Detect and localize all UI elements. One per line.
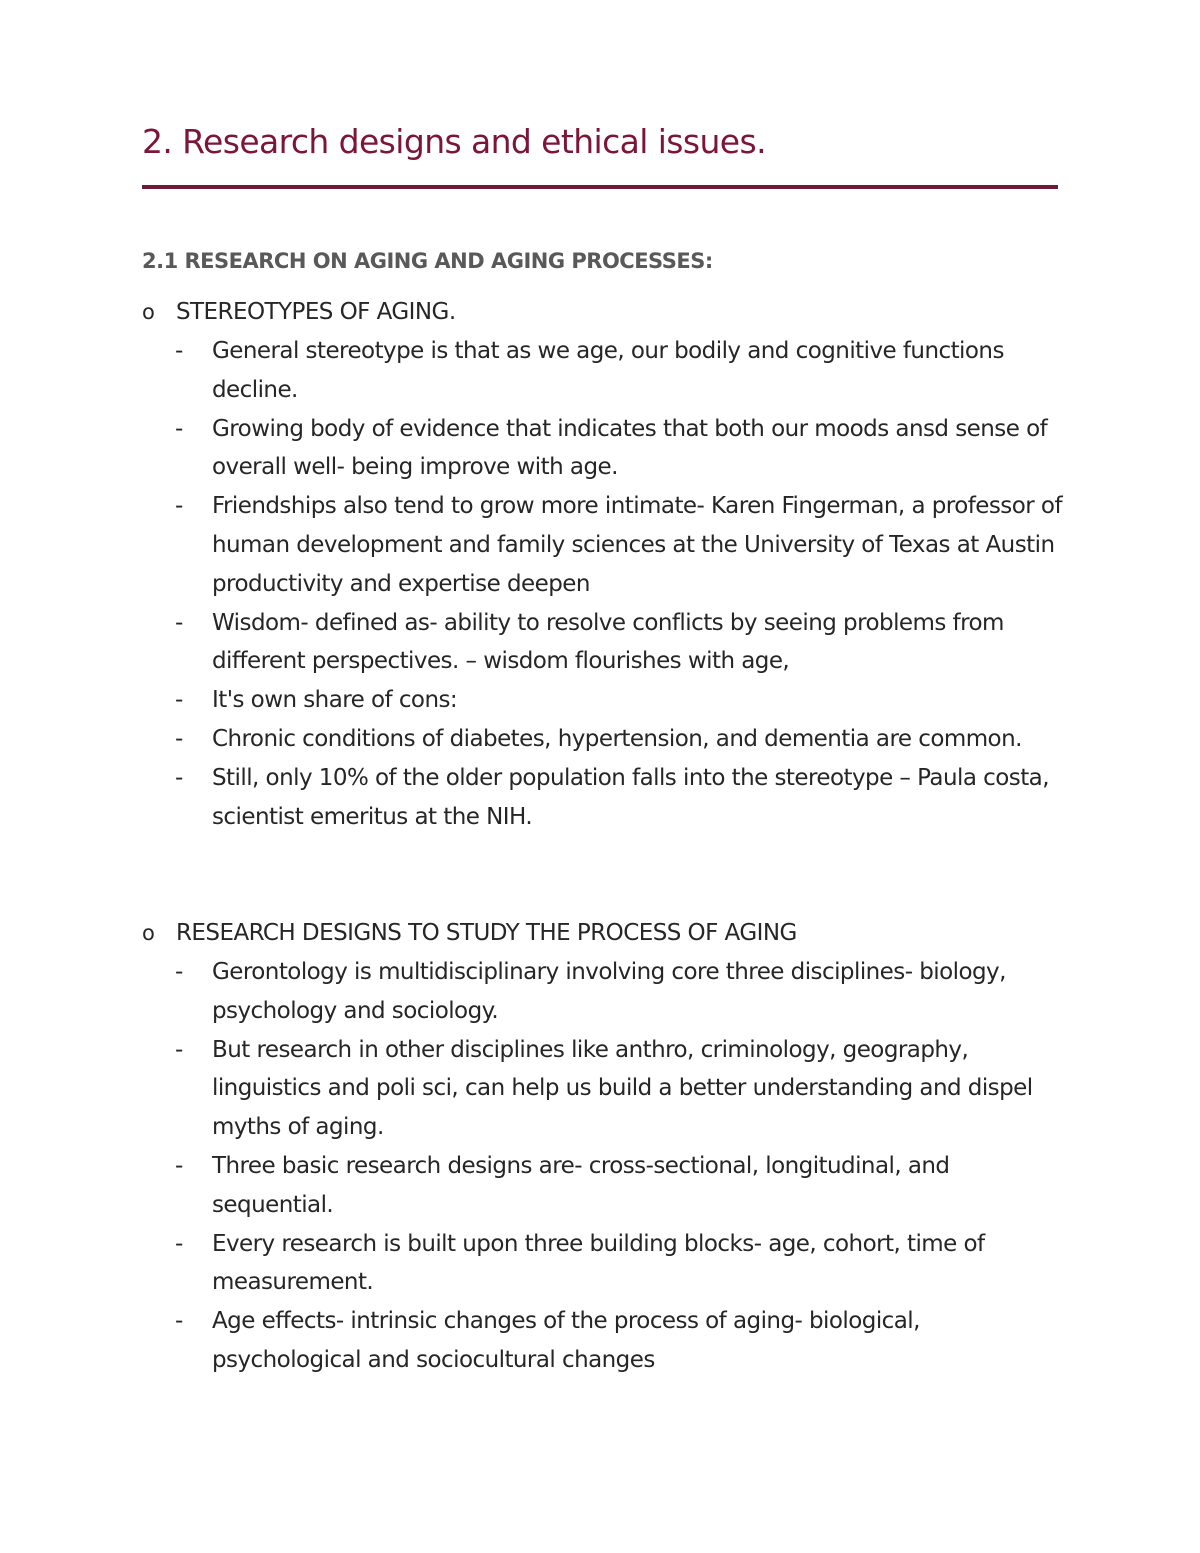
list-item-text: It's own share of cons: [212, 687, 458, 714]
dash-bullet-icon: - [175, 1308, 183, 1335]
list-item-text: Three basic research designs are- cross-sectional, longitudinal, and sequential. [212, 1152, 950, 1218]
topic-research-designs [142, 914, 1062, 1380]
list-item [142, 681, 1062, 720]
list-item-text: Gerontology is multidisciplinary involving core three disciplines- biology, psychology and sociology. [212, 959, 1006, 1024]
list-item [142, 720, 1062, 759]
title-divider [142, 185, 1058, 189]
topic-heading [142, 293, 1062, 332]
bullet-list [142, 953, 1062, 1380]
list-item [142, 604, 1062, 682]
topic-stereotypes [142, 293, 1062, 836]
list-item-text: Friendships also tend to grow more intimate- Karen Fingerman, a professor of human development and family sciences at the University of Texas at Austin productivity and expertise deepen [212, 493, 1063, 597]
list-item-text: But research in other disciplines like anthro, criminology, geography, linguistics and poli sci, can help us build a better understanding and dispel myths of aging. [212, 1036, 1033, 1141]
dash-bullet-icon: - [175, 764, 183, 791]
list-item-text: Growing body of evidence that indicates that both our moods ansd sense of overall well- being improve with age. [212, 415, 1048, 481]
list-item-text: Chronic conditions of diabetes, hypertension, and dementia are common. [212, 725, 1022, 752]
dash-bullet-icon: - [175, 338, 183, 364]
circle-bullet-icon: o [142, 921, 155, 945]
topic-heading [142, 914, 1062, 953]
list-item-text: General stereotype is that as we age, our bodily and cognitive functions decline. [212, 338, 1004, 403]
topic-label: RESEARCH DESIGNS TO STUDY THE PROCESS OF AGING [176, 920, 797, 946]
list-item-text: Wisdom- defined as- ability to resolve conflicts by seeing problems from different perspectives. – wisdom flourishes with age, [212, 609, 1004, 675]
list-item [142, 1147, 1062, 1225]
list-item [142, 953, 1062, 1031]
dash-bullet-icon: - [175, 609, 183, 636]
list-item [142, 1225, 1062, 1303]
dash-bullet-icon: - [175, 1230, 183, 1257]
document-title: 2. Research designs and ethical issues. [142, 122, 766, 161]
dash-bullet-icon: - [175, 415, 183, 442]
list-item [142, 487, 1062, 603]
circle-bullet-icon: o [142, 300, 155, 324]
topic-label: STEREOTYPES OF AGING. [176, 299, 456, 325]
dash-bullet-icon: - [175, 959, 183, 985]
list-item [142, 759, 1062, 837]
section-heading: 2.1 RESEARCH ON AGING AND AGING PROCESSES: [142, 249, 713, 273]
dash-bullet-icon: - [175, 687, 183, 714]
dash-bullet-icon: - [175, 493, 183, 520]
dash-bullet-icon: - [175, 1152, 183, 1179]
list-item [142, 410, 1062, 488]
list-item [142, 1302, 1062, 1380]
list-item-text: Age effects- intrinsic changes of the process of aging- biological, psychological and sociocultural changes [212, 1308, 920, 1373]
list-item-text: Every research is built upon three building blocks- age, cohort, time of measurement. [212, 1230, 985, 1296]
list-item [142, 332, 1062, 410]
dash-bullet-icon: - [175, 1036, 183, 1063]
list-item [142, 1031, 1062, 1147]
dash-bullet-icon: - [175, 725, 183, 752]
list-item-text: Still, only 10% of the older population falls into the stereotype – Paula costa, scientist emeritus at the NIH. [212, 764, 1049, 830]
bullet-list [142, 332, 1062, 836]
